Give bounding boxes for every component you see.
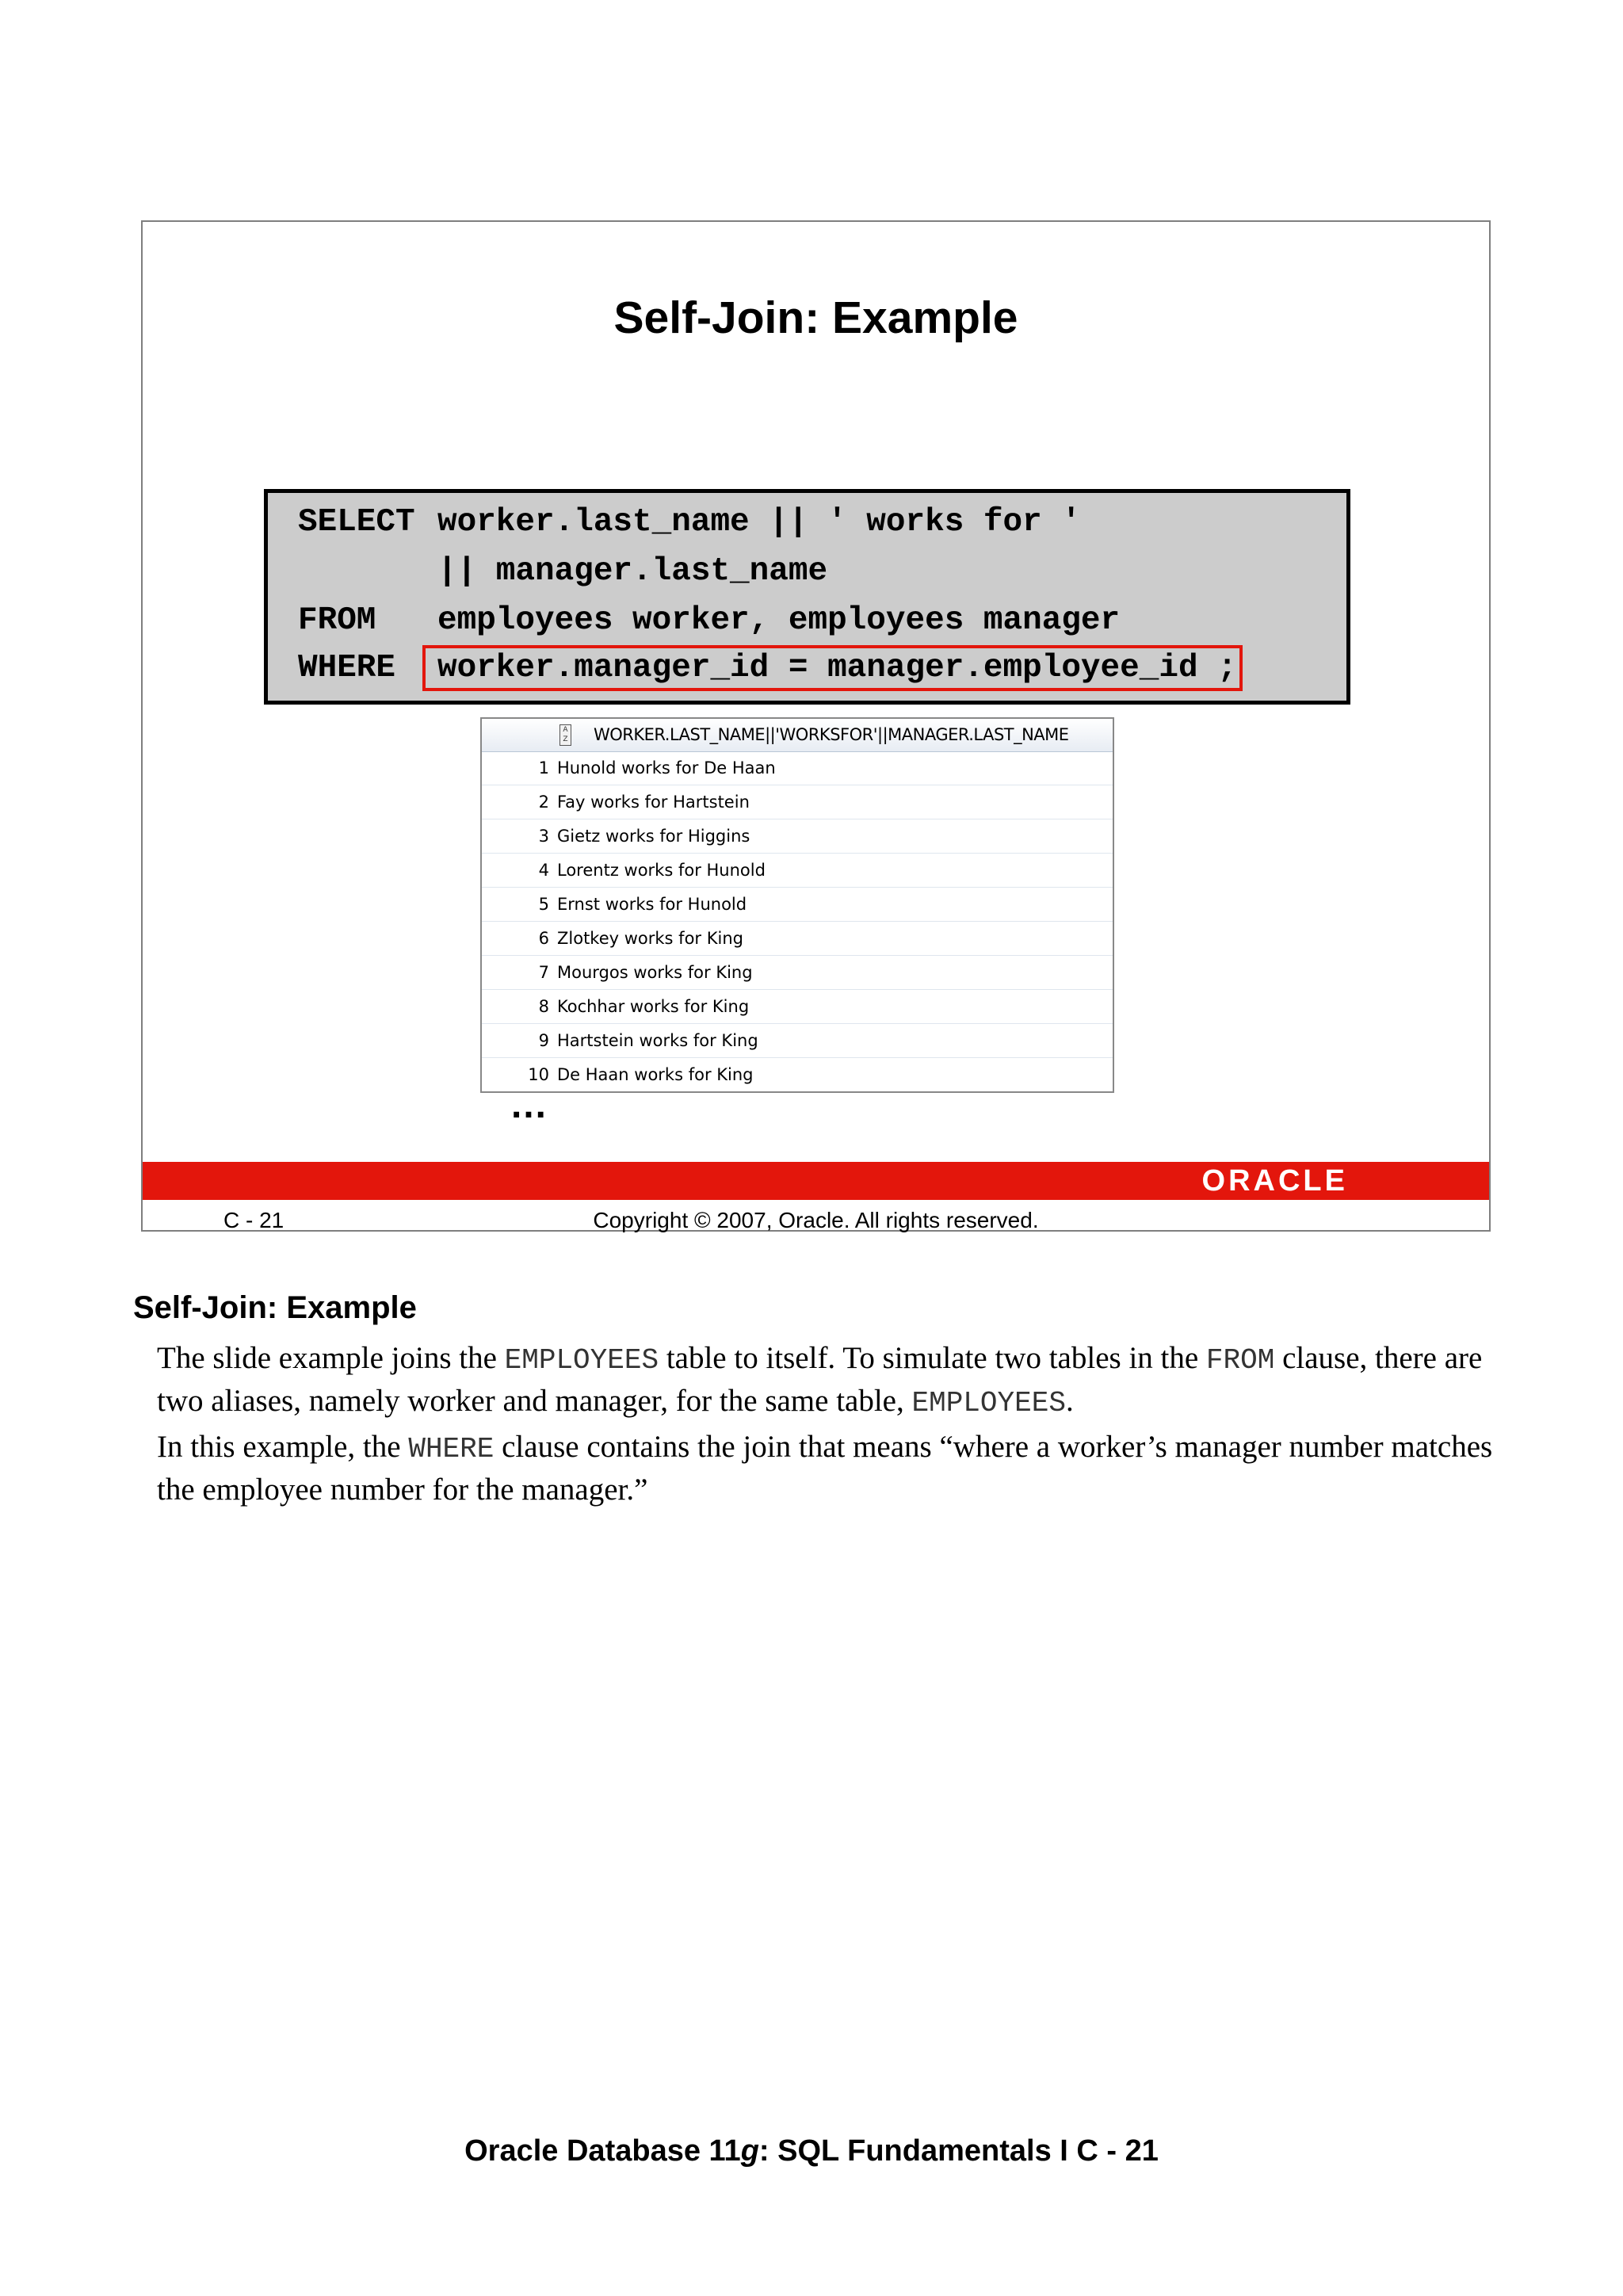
- notes-heading: Self-Join: Example: [133, 1290, 417, 1325]
- table-row[interactable]: [482, 888, 1113, 922]
- code-line-1: [298, 498, 1081, 547]
- code-text: worker.last_name || ' works for ': [437, 504, 1081, 541]
- slide-title: Self-Join: Example: [613, 292, 1018, 343]
- copyright: Copyright © 2007, Oracle. All rights reserved.: [593, 1208, 1039, 1232]
- table-row[interactable]: [482, 1024, 1113, 1058]
- table-row[interactable]: [482, 1058, 1113, 1091]
- row-number: 10: [528, 1065, 549, 1084]
- row-number: 5: [538, 895, 549, 914]
- row-number: 9: [538, 1031, 549, 1050]
- join-highlight-box: [422, 645, 1243, 691]
- page-footer: [0, 2134, 1623, 2168]
- text: clause contains the join that means “where a worker’s manager number matches the employee number for the manager.”: [157, 1430, 1493, 1507]
- sql-code-box: [264, 489, 1350, 705]
- join-condition: worker.manager_id = manager.employee_id: [437, 650, 1198, 686]
- table-row[interactable]: [482, 785, 1113, 819]
- code-term: FROM: [1205, 1344, 1275, 1377]
- text: .: [1065, 1384, 1074, 1418]
- oracle-red-bar: [143, 1162, 1489, 1200]
- row-value: De Haan works for King: [557, 1065, 754, 1084]
- query-results-grid: [480, 717, 1114, 1093]
- code-semicolon: ;: [1217, 650, 1237, 686]
- row-number: 2: [538, 793, 549, 812]
- row-number: 6: [538, 929, 549, 948]
- footer-text: : SQL Fundamentals I C - 21: [758, 2134, 1159, 2168]
- results-column-header[interactable]: WORKER.LAST_NAME||'WORKSFOR'||MANAGER.LAST_NAME: [594, 725, 1069, 744]
- table-row[interactable]: [482, 819, 1113, 854]
- text: clause, there are two aliases, namely worker and manager, for the same table,: [157, 1341, 1483, 1418]
- code-line-3: [298, 596, 1120, 645]
- row-value: Hunold works for De Haan: [557, 758, 776, 777]
- code-term: WHERE: [408, 1433, 495, 1465]
- slide-number: C - 21: [223, 1208, 285, 1232]
- row-number: 4: [538, 861, 549, 880]
- notes-paragraph-2: [157, 1427, 1504, 1510]
- row-number: 7: [538, 963, 549, 982]
- notes-paragraph-1: [157, 1338, 1504, 1423]
- text: The slide example joins the: [157, 1341, 505, 1375]
- row-number: 8: [538, 997, 549, 1016]
- code-term: EMPLOYEES: [911, 1387, 1066, 1419]
- text: In this example, the: [157, 1430, 409, 1464]
- row-value: Kochhar works for King: [557, 997, 750, 1016]
- more-rows-ellipsis: …: [510, 1084, 549, 1126]
- code-text: || manager.last_name: [437, 553, 828, 590]
- table-row[interactable]: [482, 922, 1113, 956]
- footer-italic: g: [740, 2134, 759, 2168]
- row-number: 3: [538, 827, 549, 846]
- keyword-select: SELECT: [298, 504, 415, 541]
- table-row[interactable]: [482, 854, 1113, 888]
- slide: [141, 220, 1491, 1232]
- row-value: Lorentz works for Hunold: [557, 861, 766, 880]
- results-header: [482, 719, 1113, 752]
- oracle-logo: ORACLE: [1201, 1164, 1348, 1198]
- table-row[interactable]: [482, 956, 1113, 990]
- row-value: Ernst works for Hunold: [557, 895, 747, 914]
- text: table to itself. To simulate two tables in the: [659, 1341, 1206, 1375]
- row-value: Zlotkey works for King: [557, 929, 743, 948]
- row-value: Hartstein works for King: [557, 1031, 758, 1050]
- keyword-from: FROM: [298, 602, 376, 639]
- code-text: employees worker, employees manager: [437, 602, 1121, 639]
- code-term: EMPLOYEES: [504, 1344, 659, 1377]
- row-value: Mourgos works for King: [557, 963, 753, 982]
- keyword-where: WHERE: [298, 650, 396, 686]
- row-value: Fay works for Hartstein: [557, 793, 750, 812]
- row-value: Gietz works for Higgins: [557, 827, 750, 846]
- table-row[interactable]: [482, 751, 1113, 785]
- table-row[interactable]: [482, 990, 1113, 1024]
- footer-text: Oracle Database 11: [464, 2134, 741, 2168]
- row-number: 1: [538, 758, 549, 777]
- sort-az-icon[interactable]: A Z: [559, 724, 571, 746]
- code-line-2: [298, 547, 827, 596]
